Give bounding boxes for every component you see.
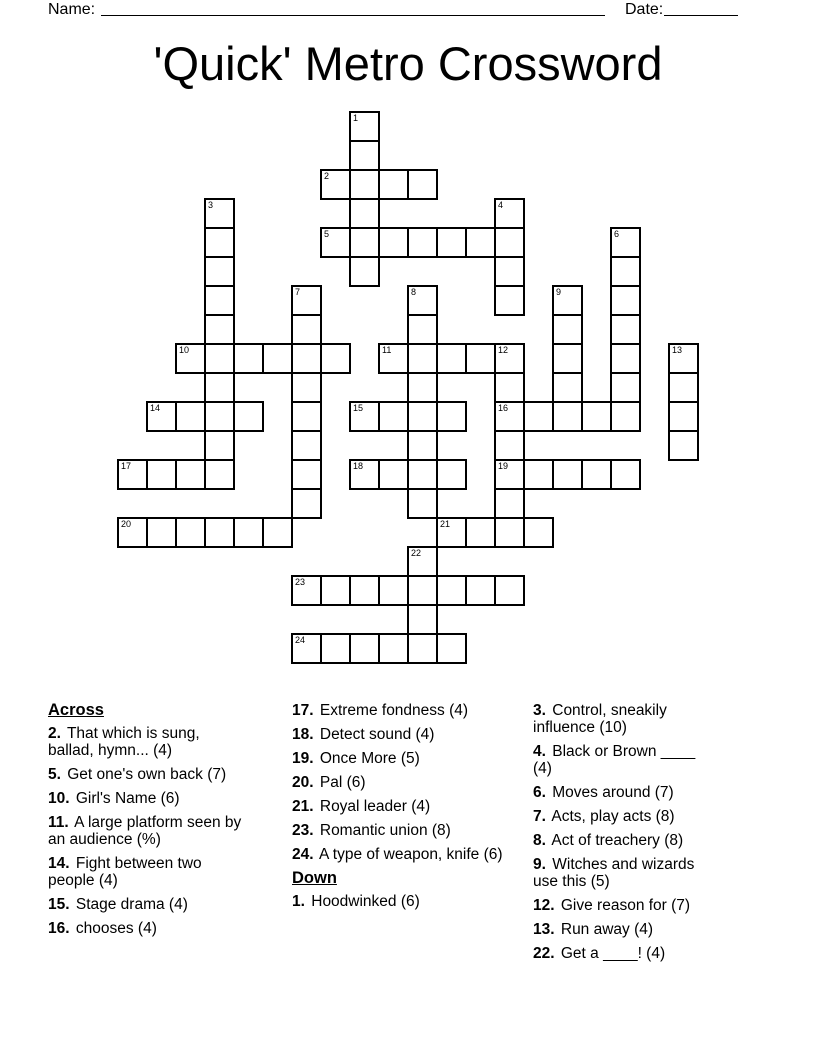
clue-number: 19. xyxy=(292,750,314,767)
cell-number: 17 xyxy=(121,461,132,471)
grid-cell[interactable] xyxy=(291,401,322,432)
grid-cell[interactable] xyxy=(668,401,699,432)
cell-number: 1 xyxy=(353,113,359,123)
grid-cell[interactable] xyxy=(610,343,641,374)
grid-cell[interactable] xyxy=(610,285,641,316)
grid-cell[interactable] xyxy=(233,343,264,374)
grid-cell[interactable] xyxy=(320,343,351,374)
grid-cell[interactable] xyxy=(378,227,409,258)
grid-cell[interactable] xyxy=(523,459,554,490)
cell-number: 20 xyxy=(121,519,132,529)
grid-cell[interactable] xyxy=(262,343,293,374)
grid-cell[interactable] xyxy=(349,169,380,200)
grid-cell[interactable] xyxy=(407,343,438,374)
grid-cell[interactable] xyxy=(668,372,699,403)
grid-cell[interactable] xyxy=(204,256,235,287)
grid-cell[interactable] xyxy=(668,343,699,374)
grid-cell[interactable] xyxy=(494,517,525,548)
clue-number: 18. xyxy=(292,726,314,743)
grid-cell[interactable] xyxy=(552,343,583,374)
clue-item: 16. chooses (4) xyxy=(48,920,157,937)
clues-section-heading: Across xyxy=(48,701,104,719)
grid-cell[interactable] xyxy=(204,372,235,403)
clue-item: 10. Girl's Name (6) xyxy=(48,790,180,807)
clue-item: 4. Black or Brown ____ (4) xyxy=(533,743,696,777)
grid-cell[interactable] xyxy=(146,401,177,432)
cell-number: 13 xyxy=(672,345,683,355)
grid-cell[interactable] xyxy=(146,459,177,490)
grid-cell[interactable] xyxy=(407,227,438,258)
clue-item: 21. Royal leader (4) xyxy=(292,798,431,815)
clue-number: 3. xyxy=(533,702,546,719)
clue-number: 10. xyxy=(48,790,70,807)
grid-cell[interactable] xyxy=(494,430,525,461)
grid-cell[interactable] xyxy=(465,517,496,548)
cell-number: 19 xyxy=(498,461,509,471)
clue-number: 9. xyxy=(533,856,546,873)
grid-cell[interactable] xyxy=(349,198,380,229)
grid-cell[interactable] xyxy=(349,256,380,287)
grid-cell[interactable] xyxy=(523,517,554,548)
grid-cell[interactable] xyxy=(349,140,380,171)
clue-number: 14. xyxy=(48,855,70,872)
clue-number: 16. xyxy=(48,920,70,937)
clue-item: 1. Hoodwinked (6) xyxy=(292,893,420,910)
cell-number: 8 xyxy=(411,287,417,297)
clue-number: 7. xyxy=(533,808,546,825)
cell-number: 16 xyxy=(498,403,509,413)
grid-cell[interactable] xyxy=(204,459,235,490)
grid-cell[interactable] xyxy=(407,546,438,577)
cell-number: 4 xyxy=(498,200,504,210)
grid-cell[interactable] xyxy=(117,517,148,548)
cell-number: 5 xyxy=(324,229,330,239)
grid-cell[interactable] xyxy=(407,169,438,200)
grid-cell[interactable] xyxy=(465,575,496,606)
grid-cell[interactable] xyxy=(320,169,351,200)
grid-cell[interactable] xyxy=(494,372,525,403)
grid-cell[interactable] xyxy=(407,372,438,403)
grid-cell[interactable] xyxy=(465,227,496,258)
clue-number: 21. xyxy=(292,798,314,815)
clue-number: 12. xyxy=(533,897,555,914)
grid-cell[interactable] xyxy=(552,314,583,345)
clue-number: 1. xyxy=(292,893,305,910)
cell-number: 21 xyxy=(440,519,451,529)
grid-cell[interactable] xyxy=(233,401,264,432)
clue-number: 5. xyxy=(48,766,61,783)
clue-item: 13. Run away (4) xyxy=(533,921,654,938)
grid-cell[interactable] xyxy=(494,488,525,519)
grid-cell[interactable] xyxy=(407,401,438,432)
grid-cell[interactable] xyxy=(407,604,438,635)
clue-column xyxy=(292,702,507,917)
grid-cell[interactable] xyxy=(465,343,496,374)
cell-number: 6 xyxy=(614,229,620,239)
clue-number: 15. xyxy=(48,896,70,913)
grid-cell[interactable] xyxy=(581,459,612,490)
clue-number: 13. xyxy=(533,921,555,938)
grid-cell[interactable] xyxy=(610,256,641,287)
cell-number: 24 xyxy=(295,635,306,645)
grid-cell[interactable] xyxy=(291,372,322,403)
cell-number: 2 xyxy=(324,171,330,181)
cell-number: 14 xyxy=(150,403,161,413)
grid-cell[interactable] xyxy=(320,633,351,664)
clue-item: 9. Witches and wizards use this (5) xyxy=(533,856,695,890)
cell-number: 15 xyxy=(353,403,364,413)
cell-number: 3 xyxy=(208,200,214,210)
clue-number: 20. xyxy=(292,774,314,791)
cell-number: 11 xyxy=(382,345,392,355)
clue-number: 11. xyxy=(48,814,69,831)
grid-cell[interactable] xyxy=(204,285,235,316)
grid-cell[interactable] xyxy=(320,227,351,258)
clue-item: 7. Acts, play acts (8) xyxy=(533,808,675,825)
grid-cell[interactable] xyxy=(436,517,467,548)
grid-cell[interactable] xyxy=(436,633,467,664)
grid-cell[interactable] xyxy=(175,459,206,490)
grid-cell[interactable] xyxy=(175,343,206,374)
grid-cell[interactable] xyxy=(378,401,409,432)
grid-cell[interactable] xyxy=(436,459,467,490)
grid-cell[interactable] xyxy=(610,314,641,345)
clue-item: 24. A type of weapon, knife (6) xyxy=(292,846,503,863)
name-label: Name: xyxy=(48,1,96,18)
clue-item: 22. Get a ____! (4) xyxy=(533,945,666,962)
grid-cell[interactable] xyxy=(117,459,148,490)
grid-cell[interactable] xyxy=(349,111,380,142)
grid-cell[interactable] xyxy=(523,401,554,432)
grid-cell[interactable] xyxy=(175,401,206,432)
cell-number: 10 xyxy=(179,345,190,355)
cell-number: 9 xyxy=(556,287,562,297)
grid-cell[interactable] xyxy=(552,401,583,432)
grid-cell[interactable] xyxy=(407,285,438,316)
clue-number: 4. xyxy=(533,743,546,760)
grid-cell[interactable] xyxy=(291,285,322,316)
grid-cell[interactable] xyxy=(494,198,525,229)
grid-cell[interactable] xyxy=(407,575,438,606)
grid-cell[interactable] xyxy=(494,459,525,490)
grid-cell[interactable] xyxy=(494,256,525,287)
grid-cell[interactable] xyxy=(610,401,641,432)
clue-item: 15. Stage drama (4) xyxy=(48,896,188,913)
grid-cell[interactable] xyxy=(291,633,322,664)
clue-number: 8. xyxy=(533,832,546,849)
cell-number: 18 xyxy=(353,461,364,471)
grid-cell[interactable] xyxy=(610,227,641,258)
grid-cell[interactable] xyxy=(407,430,438,461)
grid-cell[interactable] xyxy=(436,401,467,432)
clue-item: 5. Get one's own back (7) xyxy=(48,766,227,783)
cell-number: 7 xyxy=(295,287,301,297)
grid-cell[interactable] xyxy=(378,169,409,200)
grid-cell[interactable] xyxy=(407,459,438,490)
clue-item: 17. Extreme fondness (4) xyxy=(292,702,469,719)
date-input-line[interactable] xyxy=(664,0,738,16)
name-input-line[interactable] xyxy=(101,0,605,16)
grid-cell[interactable] xyxy=(378,575,409,606)
clue-item: 20. Pal (6) xyxy=(292,774,366,791)
grid-cell[interactable] xyxy=(436,343,467,374)
grid-cell[interactable] xyxy=(494,343,525,374)
cell-number: 22 xyxy=(411,548,422,558)
grid-cell[interactable] xyxy=(494,401,525,432)
clue-column xyxy=(48,702,248,944)
clues-section-heading: Down xyxy=(292,869,337,887)
grid-cell[interactable] xyxy=(175,517,206,548)
grid-cell[interactable] xyxy=(610,372,641,403)
grid-cell[interactable] xyxy=(407,314,438,345)
grid-cell[interactable] xyxy=(233,517,264,548)
grid-cell[interactable] xyxy=(146,517,177,548)
grid-cell[interactable] xyxy=(349,227,380,258)
grid-cell[interactable] xyxy=(349,401,380,432)
grid-cell[interactable] xyxy=(291,459,322,490)
clue-item: 2. That which is sung, ballad, hymn... (4) xyxy=(48,725,200,759)
clue-item: 19. Once More (5) xyxy=(292,750,420,767)
grid-cell[interactable] xyxy=(291,430,322,461)
grid-cell[interactable] xyxy=(494,285,525,316)
clue-column xyxy=(533,702,715,969)
grid-cell[interactable] xyxy=(262,517,293,548)
grid-cell[interactable] xyxy=(436,575,467,606)
grid-cell[interactable] xyxy=(349,459,380,490)
grid-cell[interactable] xyxy=(204,401,235,432)
grid-cell[interactable] xyxy=(204,343,235,374)
grid-cell[interactable] xyxy=(349,633,380,664)
grid-cell[interactable] xyxy=(204,198,235,229)
grid-cell[interactable] xyxy=(378,459,409,490)
date-label: Date: xyxy=(625,1,664,18)
clue-item: 6. Moves around (7) xyxy=(533,784,674,801)
grid-cell[interactable] xyxy=(320,575,351,606)
grid-cell[interactable] xyxy=(668,430,699,461)
grid-cell[interactable] xyxy=(378,633,409,664)
grid-cell[interactable] xyxy=(494,227,525,258)
grid-cell[interactable] xyxy=(552,285,583,316)
grid-cell[interactable] xyxy=(378,343,409,374)
clue-number: 2. xyxy=(48,725,61,742)
puzzle-title: 'Quick' Metro Crossword xyxy=(153,37,663,90)
clue-number: 17. xyxy=(292,702,314,719)
clue-item: 12. Give reason for (7) xyxy=(533,897,691,914)
grid-cell[interactable] xyxy=(291,488,322,519)
grid-cell[interactable] xyxy=(581,401,612,432)
clue-item: 18. Detect sound (4) xyxy=(292,726,435,743)
clue-item: 11. A large platform seen by an audience (%) xyxy=(48,814,242,848)
grid-cell[interactable] xyxy=(552,372,583,403)
grid-cell[interactable] xyxy=(204,430,235,461)
grid-cell[interactable] xyxy=(349,575,380,606)
grid-cell[interactable] xyxy=(204,314,235,345)
grid-cell[interactable] xyxy=(204,517,235,548)
clue-number: 22. xyxy=(533,945,555,962)
grid-cell[interactable] xyxy=(291,575,322,606)
clue-item: 3. Control, sneakily influence (10) xyxy=(533,702,667,736)
grid-cell[interactable] xyxy=(204,227,235,258)
cell-number: 12 xyxy=(498,345,509,355)
grid-cell[interactable] xyxy=(610,459,641,490)
clue-item: 8. Act of treachery (8) xyxy=(533,832,684,849)
cell-number: 23 xyxy=(295,577,306,587)
clue-number: 24. xyxy=(292,846,314,863)
clue-number: 6. xyxy=(533,784,546,801)
grid-cell[interactable] xyxy=(407,633,438,664)
clue-number: 23. xyxy=(292,822,314,839)
grid-cell[interactable] xyxy=(494,575,525,606)
clue-item: 14. Fight between two people (4) xyxy=(48,855,202,889)
grid-cell[interactable] xyxy=(291,343,322,374)
grid-cell[interactable] xyxy=(291,314,322,345)
clue-item: 23. Romantic union (8) xyxy=(292,822,451,839)
grid-cell[interactable] xyxy=(407,488,438,519)
grid-cell[interactable] xyxy=(552,459,583,490)
grid-cell[interactable] xyxy=(436,227,467,258)
